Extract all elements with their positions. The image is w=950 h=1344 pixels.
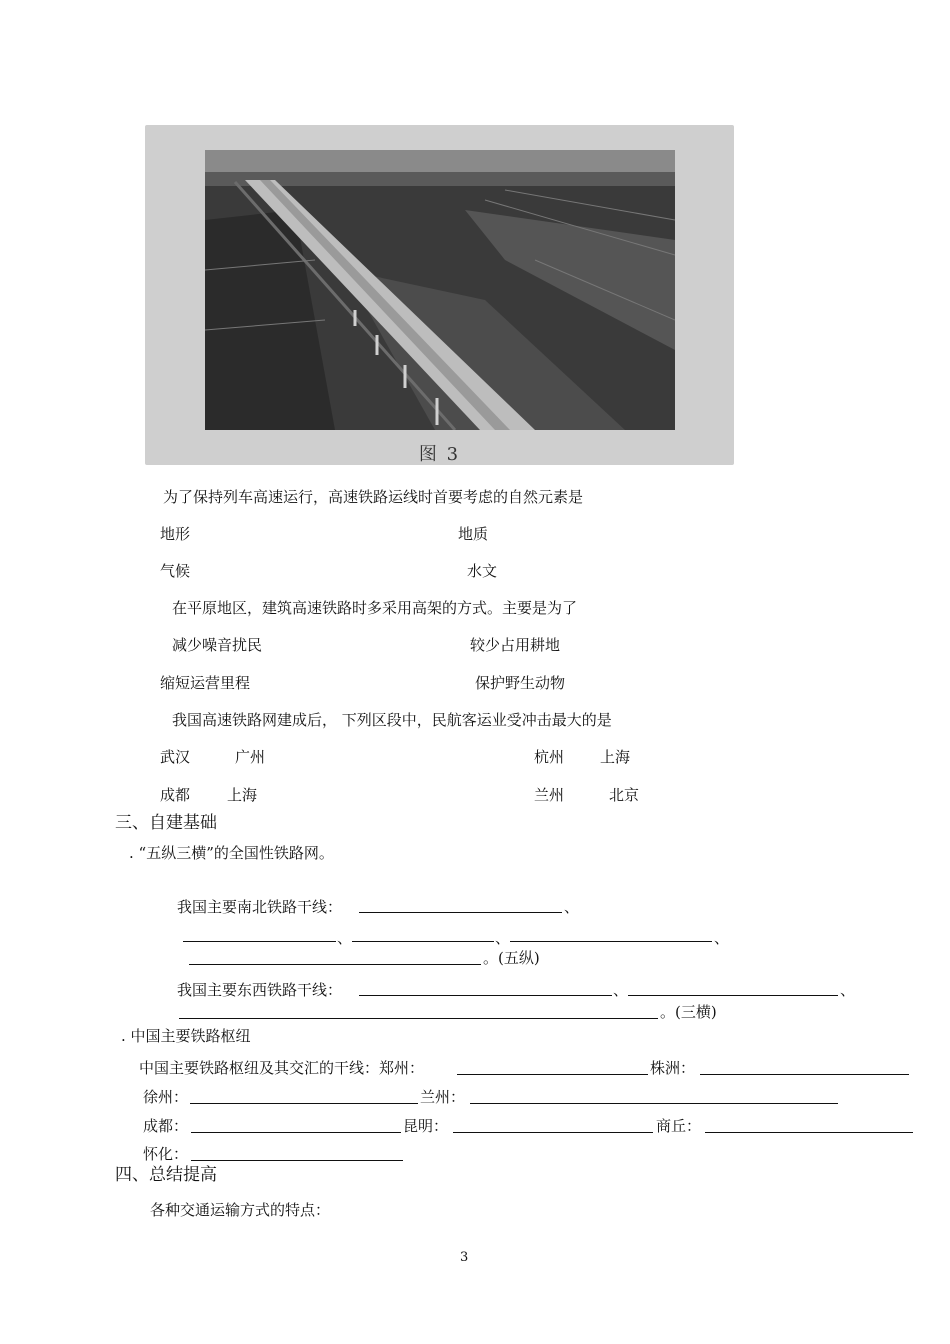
east-west-suffix: 。(三横) <box>660 1003 717 1021</box>
ns-blank-4[interactable] <box>510 941 712 942</box>
separator: 、 <box>564 898 580 916</box>
chengdu-blank[interactable] <box>191 1132 401 1133</box>
east-west-label: 我国主要东西铁路干线： <box>177 981 343 999</box>
separator: 、 <box>840 981 856 999</box>
section-3-title: 三、自建基础 <box>115 813 217 833</box>
q3-option-d-to: 北京 <box>609 786 640 804</box>
shangqiu-blank[interactable] <box>705 1132 913 1133</box>
zhuzhou-label: 株洲： <box>650 1059 696 1077</box>
q1-option-d: 水文 <box>467 562 498 580</box>
north-south-label: 我国主要南北铁路干线： <box>177 898 343 916</box>
question-3-stem: 我国高速铁路网建成后， 下列区段中，民航客运业受冲击最大的是 <box>172 711 612 729</box>
section-3-item-1: . “五纵三横”的全国性铁路网。 <box>129 844 334 862</box>
chengdu-label: 成都： <box>143 1117 189 1135</box>
question-1-stem: 为了保持列车高速运行，高速铁路运线时首要考虑的自然元素是 <box>163 488 584 506</box>
q3-option-b-to: 上海 <box>600 748 631 766</box>
q1-option-c: 气候 <box>160 562 191 580</box>
ew-blank-2[interactable] <box>628 995 838 996</box>
elevated-railway-photo <box>205 150 675 430</box>
xuzhou-label: 徐州： <box>143 1088 189 1106</box>
huaihua-blank[interactable] <box>191 1160 403 1161</box>
zhengzhou-blank[interactable] <box>457 1074 648 1075</box>
ns-blank-5[interactable] <box>189 964 481 965</box>
ns-blank-3[interactable] <box>352 941 494 942</box>
ew-blank-3[interactable] <box>179 1018 658 1019</box>
q2-option-c: 缩短运营里程 <box>160 674 251 692</box>
lanzhou-label: 兰州： <box>420 1088 466 1106</box>
q3-option-a-from: 武汉 <box>160 748 191 766</box>
kunming-label: 昆明： <box>403 1117 449 1135</box>
figure-3-photo <box>145 125 734 465</box>
section-4-line-1: 各种交通运输方式的特点： <box>150 1201 331 1219</box>
q1-option-a: 地形 <box>160 525 191 543</box>
q2-option-b: 较少占用耕地 <box>470 636 561 654</box>
ns-blank-1[interactable] <box>359 912 562 913</box>
question-2-stem: 在平原地区，建筑高速铁路时多采用高架的方式。主要是为了 <box>172 599 578 617</box>
lanzhou-blank[interactable] <box>470 1103 838 1104</box>
q1-option-b: 地质 <box>458 525 489 543</box>
q3-option-c-to: 上海 <box>227 786 258 804</box>
shangqiu-label: 商丘： <box>656 1117 702 1135</box>
xuzhou-blank[interactable] <box>190 1103 418 1104</box>
ns-blank-2[interactable] <box>183 941 336 942</box>
kunming-blank[interactable] <box>453 1132 653 1133</box>
separator: 、 <box>613 981 629 999</box>
ew-blank-1[interactable] <box>359 995 612 996</box>
q3-option-c-from: 成都 <box>160 786 191 804</box>
section-4-title: 四、总结提高 <box>115 1165 217 1185</box>
north-south-suffix: 。(五纵) <box>483 949 540 967</box>
q2-option-a: 减少噪音扰民 <box>172 636 263 654</box>
section-3-item-2: . 中国主要铁路枢纽 <box>121 1027 251 1045</box>
q2-option-d: 保护野生动物 <box>475 674 566 692</box>
figure-caption: 图 3 <box>418 444 461 465</box>
q3-option-a-to: 广州 <box>235 748 266 766</box>
separator: 、 <box>337 929 353 947</box>
page-number: 3 <box>460 1250 469 1265</box>
zhuzhou-blank[interactable] <box>700 1074 909 1075</box>
separator: 、 <box>495 929 511 947</box>
q3-option-d-from: 兰州 <box>534 786 565 804</box>
separator: 、 <box>714 929 730 947</box>
huaihua-label: 怀化： <box>143 1145 189 1163</box>
hubs-intro-zhengzhou: 中国主要铁路枢纽及其交汇的干线：郑州： <box>139 1059 425 1077</box>
q3-option-b-from: 杭州 <box>534 748 565 766</box>
